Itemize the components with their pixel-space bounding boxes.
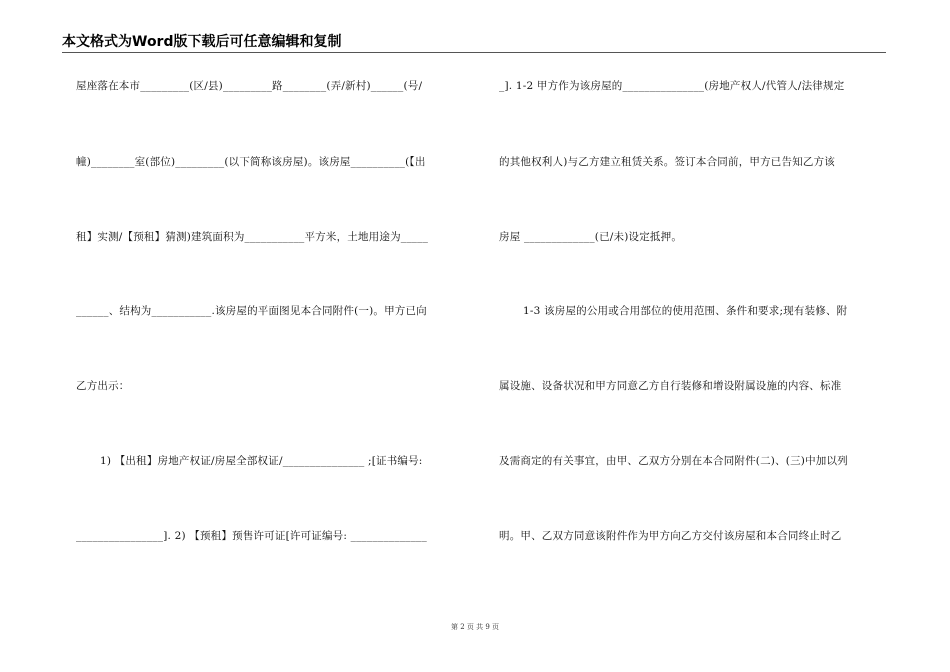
text-line: ______、结构为___________.该房屋的平面图见本合同附件(一)。甲方已向 [76, 305, 427, 317]
page-number-footer: 第 2 页 共 9 页 [450, 623, 500, 631]
text-line: ________________]. 2) 【预租】预售许可证[许可证编号: ______________ [76, 530, 427, 542]
text-line: 明。甲、乙双方同意该附件作为甲方向乙方交付该房屋和本合同终止时乙 [499, 530, 842, 542]
text-line: 乙方出示： [76, 380, 130, 392]
text-line: 屋座落在本市_________(区/县)_________路________(弄/新村)______(号/ [76, 80, 423, 92]
text-line: 1-3 该房屋的公用或合用部位的使用范围、条件和要求;现有装修、附 [523, 305, 848, 317]
text-line: 及需商定的有关事宜，由甲、乙双方分别在本合同附件(二)、(三)中加以列 [499, 455, 848, 467]
header-divider [62, 52, 886, 53]
text-line: 属设施、设备状况和甲方同意乙方自行装修和增设附属设施的内容、标准 [499, 380, 842, 392]
document-header-title: 本文格式为Word版下载后可任意编辑和复制 [62, 34, 342, 50]
text-line: 的其他权利人)与乙方建立租赁关系。签订本合同前，甲方已告知乙方该 [499, 156, 835, 168]
text-line: 幢)________室(部位)_________(以下简称该房屋)。该房屋__________(【出 [76, 156, 426, 168]
text-line: 房屋 _____________(已/未)设定抵押。 [499, 231, 683, 243]
text-line: 1) 【出租】房地产权证/房屋全部权证/_______________ ;[证书编号: [100, 455, 423, 467]
text-line: 租】实测/【预租】猜测)建筑面积为___________平方米，土地用途为_____ [76, 231, 429, 243]
text-line: _]. 1-2 甲方作为该房屋的_______________(房地产权人/代管人/法律规定 [499, 80, 845, 92]
